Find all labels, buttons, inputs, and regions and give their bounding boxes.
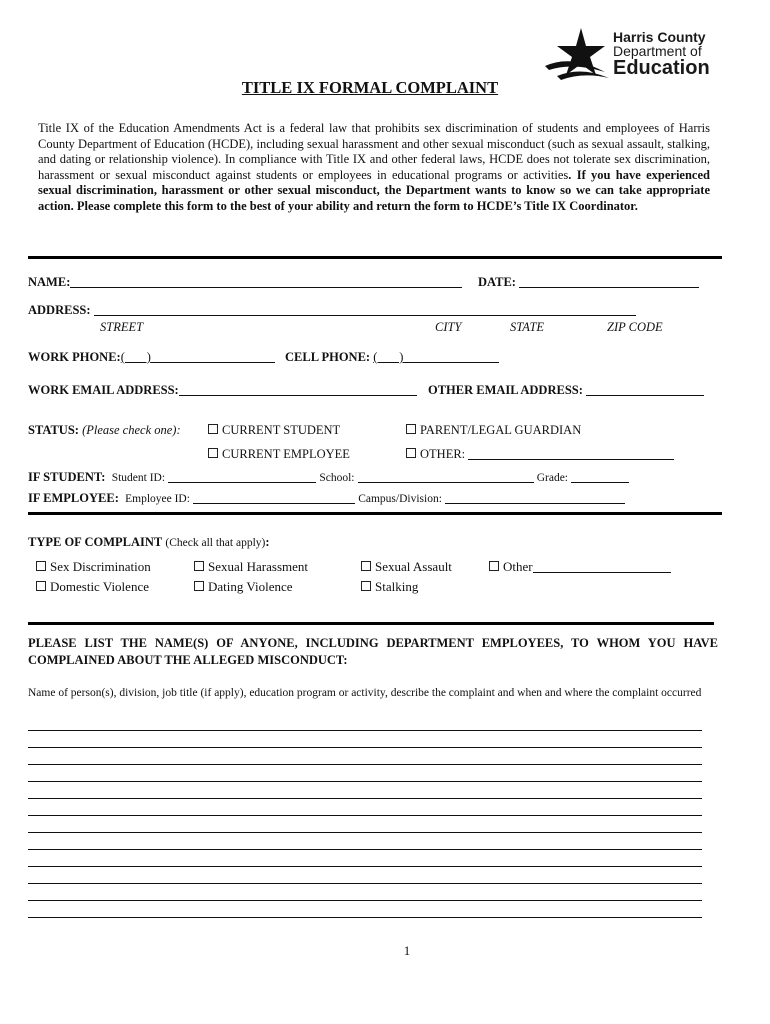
date-field[interactable] [519, 276, 699, 288]
response-line[interactable] [28, 900, 702, 901]
school-label: School: [319, 472, 355, 484]
work-phone-area: ( ) [120, 350, 151, 364]
response-line[interactable] [28, 730, 702, 731]
response-line[interactable] [28, 781, 702, 782]
employee-row [28, 491, 625, 506]
street-caption: STREET [100, 320, 144, 334]
logo-wordmark [613, 30, 710, 78]
work-phone-label: WORK PHONE: [28, 350, 121, 364]
star-swoosh-icon [543, 26, 613, 82]
status-other-field[interactable] [468, 448, 674, 460]
complaint-sexual-assault[interactable] [361, 559, 452, 575]
complaint-sex-discrimination[interactable] [36, 559, 151, 575]
cell-phone-label: CELL PHONE: [285, 350, 371, 364]
other-email-label: OTHER EMAIL ADDRESS: [428, 383, 583, 397]
zip-caption: ZIP CODE [607, 320, 663, 334]
status-parent-guardian[interactable] [406, 423, 581, 438]
complaint-option-label: Domestic Violence [50, 579, 149, 594]
checkbox-icon[interactable] [361, 581, 371, 591]
checkbox-icon[interactable] [208, 424, 218, 434]
campus-label: Campus/Division: [358, 493, 442, 505]
student-id-field[interactable] [168, 471, 316, 483]
checkbox-icon[interactable] [194, 561, 204, 571]
complaint-sexual-harassment[interactable] [194, 559, 308, 575]
date-row [478, 275, 699, 290]
complaint-other[interactable] [489, 559, 671, 575]
status-current-employee[interactable] [208, 447, 350, 462]
status-option-label: OTHER: [420, 447, 466, 461]
status-label: STATUS: [28, 423, 79, 437]
student-id-label: Student ID: [111, 472, 166, 484]
work-phone-row [28, 350, 275, 365]
complaint-dating-violence[interactable] [194, 579, 293, 595]
logo-line-2: Department of [613, 43, 702, 59]
checkbox-icon[interactable] [406, 448, 416, 458]
complaint-type-colon: : [265, 535, 270, 549]
checkbox-icon[interactable] [36, 581, 46, 591]
complaint-option-label: Sex Discrimination [50, 559, 151, 574]
other-email-row [428, 383, 704, 398]
complaint-stalking[interactable] [361, 579, 418, 595]
section-divider [28, 622, 714, 625]
work-phone-field[interactable] [151, 351, 275, 363]
intro-text: Title IX of the Education Amendments Act is a federal law that prohibits sex discrimination of students and employees of Harris County Department of Education (HCDE), including sexual harassment and other sexual misconduct (such as sexual assault, stalking, and dating or relationship violence). In compliance with Title IX and other federal laws, HCDE does not tolerate sex discrimination, harassment or sexual misconduct against students or employees in educational programs or activities [38, 121, 710, 182]
status-option-label: CURRENT STUDENT [222, 423, 341, 437]
checkbox-icon[interactable] [361, 561, 371, 571]
response-line[interactable] [28, 764, 702, 765]
name-label: NAME: [28, 275, 71, 289]
page-number: 1 [403, 943, 411, 958]
complaint-type-hint: (Check all that apply) [165, 537, 266, 549]
status-option-label: PARENT/LEGAL GUARDIAN [420, 423, 582, 437]
cell-phone-field[interactable] [403, 351, 499, 363]
work-email-row [28, 383, 417, 398]
checkbox-icon[interactable] [36, 561, 46, 571]
form-title: TITLE IX FORMAL COMPLAINT [241, 78, 499, 97]
complaint-option-label: Stalking [375, 579, 419, 594]
employee-id-label: Employee ID: [125, 493, 190, 505]
complaint-option-label: Other [503, 559, 533, 574]
employee-label: IF EMPLOYEE: [28, 491, 119, 505]
logo-line-1: Harris County [613, 29, 706, 45]
complaint-option-label: Dating Violence [208, 579, 293, 594]
school-field[interactable] [358, 471, 534, 483]
checkbox-icon[interactable] [208, 448, 218, 458]
cell-phone-area: ( ) [373, 350, 404, 364]
response-line[interactable] [28, 747, 702, 748]
checkbox-icon[interactable] [406, 424, 416, 434]
complaint-other-field[interactable] [533, 561, 671, 573]
student-label: IF STUDENT: [28, 470, 106, 484]
work-email-label: WORK EMAIL ADDRESS: [28, 383, 179, 397]
response-line[interactable] [28, 866, 702, 867]
other-email-field[interactable] [586, 384, 704, 396]
hcde-logo [543, 26, 713, 82]
city-caption: CITY [435, 320, 462, 334]
status-other[interactable] [406, 447, 674, 462]
status-current-student[interactable] [208, 423, 340, 438]
status-option-label: CURRENT EMPLOYEE [222, 447, 350, 461]
date-label: DATE: [478, 275, 516, 289]
employee-id-field[interactable] [193, 492, 355, 504]
grade-field[interactable] [571, 471, 629, 483]
response-line[interactable] [28, 832, 702, 833]
status-row [28, 423, 181, 438]
address-label: ADDRESS: [28, 303, 91, 317]
complaint-type-heading [28, 535, 270, 550]
response-line[interactable] [28, 798, 702, 799]
response-line[interactable] [28, 917, 702, 918]
grade-label: Grade: [536, 472, 568, 484]
logo-line-3: Education [613, 57, 710, 79]
intro-bold-text: . If you have experienced sexual discrimination, harassment or other sexual misconduct, the Department wants to know so we can take appropriate action. Please complete this form to the best of your ability and return the form to HCDE’s Title IX Coordinator. [38, 167, 710, 213]
complaint-type-label: TYPE OF COMPLAINT [28, 535, 163, 549]
name-row [28, 275, 462, 290]
name-field[interactable] [70, 276, 462, 288]
student-row [28, 470, 629, 485]
complaint-option-label: Sexual Harassment [208, 559, 309, 574]
section-divider [28, 512, 722, 515]
campus-field[interactable] [445, 492, 625, 504]
response-line[interactable] [28, 849, 702, 850]
status-hint: (Please check one): [82, 423, 181, 437]
complaint-domestic-violence[interactable] [36, 579, 149, 595]
section-divider [28, 256, 722, 259]
list-heading: PLEASE LIST THE NAME(S) OF ANYONE, INCLUDING DEPARTMENT EMPLOYEES, TO WHOM YOU HAVE COMPLAINED ABOUT THE ALLEGED MISCONDUCT: [28, 636, 718, 667]
address-row [28, 303, 636, 318]
intro-paragraph [38, 121, 710, 215]
work-email-field[interactable] [179, 384, 417, 396]
state-caption: STATE [510, 320, 545, 334]
response-line[interactable] [28, 815, 702, 816]
complaint-option-label: Sexual Assault [375, 559, 452, 574]
response-line[interactable] [28, 883, 702, 884]
cell-phone-row [285, 350, 499, 365]
list-instructions: Name of person(s), division, job title (if apply), education program or activity, describe the complaint and when and where the complaint occurred [28, 687, 702, 699]
checkbox-icon[interactable] [194, 581, 204, 591]
checkbox-icon[interactable] [489, 561, 499, 571]
address-field[interactable] [94, 304, 636, 316]
